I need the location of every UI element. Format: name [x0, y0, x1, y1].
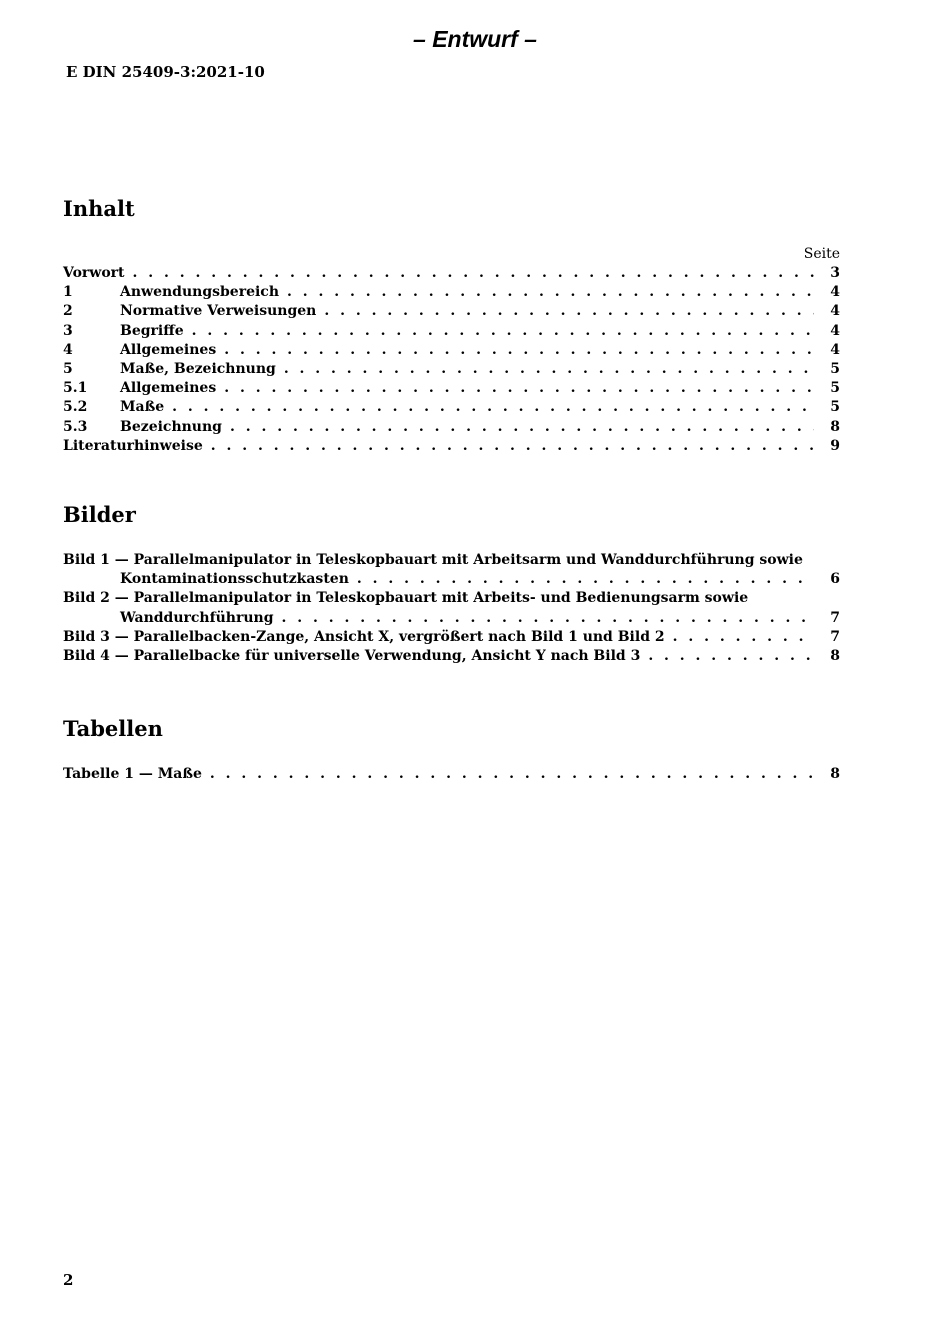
toc-entry-label: Bezeichnung — [120, 418, 222, 435]
figure-entry-page: 8 — [830, 647, 840, 664]
figure-entry-2-line2[interactable] — [63, 610, 840, 629]
toc-entry-page: 5 — [830, 380, 840, 397]
toc-entry-label: Anwendungsbereich — [120, 284, 279, 301]
figure-entry-page: 7 — [830, 609, 840, 626]
dot-leader — [224, 380, 814, 396]
dot-leader — [648, 648, 814, 664]
dot-leader — [284, 361, 814, 377]
toc-entry-normative-verweisungen[interactable] — [63, 303, 840, 322]
dot-leader — [287, 284, 814, 300]
toc-entry-label: Vorwort — [63, 265, 125, 281]
dot-leader — [230, 419, 814, 435]
toc-entry-label: Begriffe — [120, 322, 184, 339]
toc-entry-page: 4 — [830, 303, 840, 320]
figure-entry-4[interactable] — [63, 648, 840, 667]
figure-entry-label-continued: Wanddurchführung — [120, 609, 274, 626]
figures-list — [63, 552, 840, 667]
toc-entry-number: 5.2 — [63, 399, 88, 416]
toc-entry-label: Allgemeines — [120, 380, 217, 397]
toc-entry-number: 5.1 — [63, 380, 88, 397]
dot-leader — [324, 303, 814, 319]
toc-entry-page: 8 — [830, 418, 840, 435]
dot-leader — [224, 342, 814, 358]
page-column-label: Seite — [803, 246, 840, 262]
table-entry-label: Tabelle 1 — Maße — [63, 766, 202, 782]
dot-leader — [357, 571, 814, 587]
draft-label: – Entwurf – — [413, 26, 537, 52]
dot-leader — [192, 323, 814, 339]
toc-entry-number: 5 — [63, 360, 73, 377]
toc-entry-label: Maße — [120, 399, 165, 416]
toc-entry-number: 3 — [63, 322, 73, 339]
toc-entry-literaturhinweise[interactable] — [63, 438, 840, 457]
table-entry-1[interactable] — [63, 766, 840, 785]
toc-entry-page: 4 — [830, 284, 840, 301]
figure-entry-label-continued: Kontaminationsschutzkasten — [120, 571, 349, 588]
toc-entry-number: 5.3 — [63, 418, 88, 435]
toc-entry-5-1-allgemeines[interactable] — [63, 380, 840, 399]
toc-entry-number: 4 — [63, 341, 73, 358]
toc-entry-label: Maße, Bezeichnung — [120, 360, 276, 377]
figures-heading: Bilder — [63, 502, 136, 527]
toc-entry-anwendungsbereich[interactable] — [63, 284, 840, 303]
toc-entry-page: 5 — [830, 360, 840, 377]
contents-list — [63, 265, 840, 457]
dot-leader — [211, 438, 814, 454]
toc-entry-5-2-masse[interactable] — [63, 399, 840, 418]
toc-entry-page: 9 — [830, 437, 840, 454]
figure-entry-3[interactable] — [63, 629, 840, 648]
toc-entry-page: 5 — [830, 399, 840, 416]
toc-entry-masse-bezeichnung[interactable] — [63, 361, 840, 380]
toc-entry-page: 4 — [830, 322, 840, 339]
figure-entry-label: Bild 3 — Parallelbacken-Zange, Ansicht X, vergrößert nach Bild 1 und Bild 2 — [63, 628, 665, 645]
toc-entry-label: Literaturhinweise — [63, 437, 203, 454]
document-id: E DIN 25409-3:2021-10 — [66, 63, 265, 81]
figure-entry-label: Bild 2 — Parallelmanipulator in Teleskopbauart mit Arbeits- und Bedienungsarm sowie — [63, 590, 749, 607]
figure-entry-label: Bild 4 — Parallelbacke für universelle Verwendung, Ansicht Y nach Bild 3 — [63, 647, 641, 664]
figure-entry-2-line1[interactable] — [63, 590, 840, 609]
figure-entry-page: 6 — [830, 571, 840, 588]
toc-entry-number: 1 — [63, 284, 73, 301]
toc-entry-number: 2 — [63, 303, 73, 320]
contents-heading: Inhalt — [63, 196, 135, 221]
dot-leader — [210, 766, 814, 782]
toc-entry-allgemeines[interactable] — [63, 342, 840, 361]
figure-entry-1-line2[interactable] — [63, 571, 840, 590]
toc-entry-label: Normative Verweisungen — [120, 303, 317, 320]
dot-leader — [282, 610, 815, 626]
tables-heading: Tabellen — [63, 716, 163, 741]
toc-entry-5-3-bezeichnung[interactable] — [63, 419, 840, 438]
toc-entry-begriffe[interactable] — [63, 323, 840, 342]
toc-entry-page: 4 — [830, 341, 840, 358]
figure-entry-label: Bild 1 — Parallelmanipulator in Teleskopbauart mit Arbeitsarm und Wanddurchführung sowie — [63, 552, 803, 568]
toc-entry-vorwort[interactable] — [63, 265, 840, 284]
figure-entry-page: 7 — [830, 628, 840, 645]
toc-entry-page: 3 — [830, 265, 840, 281]
dot-leader — [673, 629, 814, 645]
dot-leader — [133, 265, 814, 281]
table-entry-page: 8 — [830, 766, 840, 782]
page-number: 2 — [63, 1271, 74, 1289]
figure-entry-1-line1[interactable] — [63, 552, 840, 571]
toc-entry-label: Allgemeines — [120, 341, 217, 358]
dot-leader — [172, 399, 814, 415]
tables-list — [63, 766, 840, 785]
